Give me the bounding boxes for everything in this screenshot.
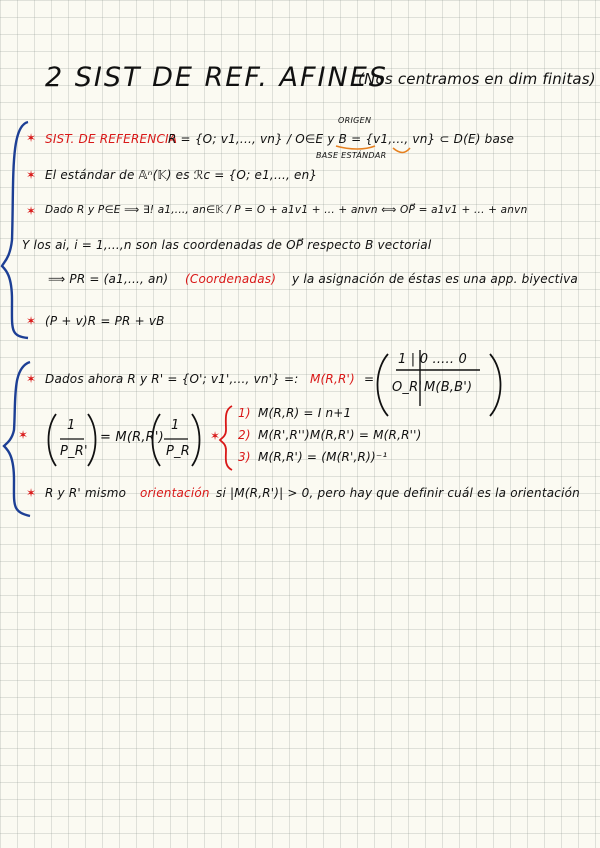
origin-label: ORIGEN	[338, 116, 372, 125]
star-bullet-icon: ✶	[26, 131, 37, 145]
star-bullet-icon: ✶	[18, 428, 29, 442]
coords-label: (Coordenadas)	[185, 272, 277, 286]
vector-left-bottom: P_R'	[60, 444, 88, 459]
orientation-line-start: R y R' mismo	[45, 486, 127, 500]
standard-ref-line: El estándar de 𝔸ⁿ(𝕂) es ℛc = {O; e1,..., en}	[45, 168, 318, 182]
star-bullet-icon: ✶	[26, 204, 37, 218]
star-bullet-icon: ✶	[210, 429, 221, 443]
brace-icon	[2, 122, 28, 338]
vector-left-top: 1	[67, 418, 76, 433]
coords-vector-line: ⟹ PR = (a1,..., an)	[48, 272, 169, 286]
change-matrix-label: M(R,R')	[310, 372, 355, 386]
star-bullet-icon: ✶	[26, 486, 37, 500]
title-note: (Nos centramos en dim finitas)	[358, 70, 596, 88]
page-title: 2 SIST DE REF. AFINES	[45, 62, 388, 93]
orientation-line-end: si |M(R,R')| > 0, pero hay que definir cuál es la orientación	[216, 486, 580, 500]
sist-ref-definition: R = {O; v1,..., vn} / O∈E y B = {v1,..., vn} ⊂ D(E) base	[168, 132, 515, 146]
property-2-num: 2)	[238, 428, 251, 442]
translation-line: (P + v)R = PR + vB	[45, 314, 165, 328]
matrix-left-column: O_R'	[392, 380, 423, 395]
base-underline	[393, 148, 410, 153]
property-2-text: M(R',R'')M(R,R') = M(R,R'')	[258, 428, 422, 442]
coords-bijection-line: y la asignación de éstas es una app. biyectiva	[292, 272, 578, 286]
vector-eq-matrix: = M(R,R')	[100, 430, 164, 445]
coords-existence-line: Dado R y P∈E ⟹ ∃! a1,..., an∈𝕂 / P = O + a1v1 + ... + anvn ⟺ OP⃗ = a1v1 + ... + anvn	[45, 204, 528, 216]
matrix-linear-part: M(B,B')	[424, 380, 473, 395]
orientation-label: orientación	[140, 486, 210, 500]
vector-right-top: 1	[171, 418, 180, 433]
star-bullet-icon: ✶	[26, 372, 37, 386]
change-ref-line: Dados ahora R y R' = {O'; v1',..., vn'} =:	[45, 372, 299, 386]
origin-underline	[336, 146, 375, 149]
base-label: BASE ESTÁNDAR	[316, 151, 387, 160]
property-3-text: M(R,R') = (M(R',R))⁻¹	[258, 450, 388, 464]
matrix-top-row: 1 | 0 ..... 0	[398, 352, 467, 367]
coords-definition-line: Y los ai, i = 1,...,n son las coordenadas de OP⃗ respecto B vectorial	[22, 238, 432, 252]
property-3-num: 3)	[238, 450, 251, 464]
vector-right-bottom: P_R	[166, 444, 190, 459]
star-bullet-icon: ✶	[26, 168, 37, 182]
star-bullet-icon: ✶	[26, 314, 37, 328]
property-1-num: 1)	[238, 406, 251, 420]
change-matrix-eq: =	[364, 372, 375, 386]
property-1-text: M(R,R) = I n+1	[258, 406, 352, 420]
sist-ref-label: SIST. DE REFERENCIA	[45, 132, 178, 146]
